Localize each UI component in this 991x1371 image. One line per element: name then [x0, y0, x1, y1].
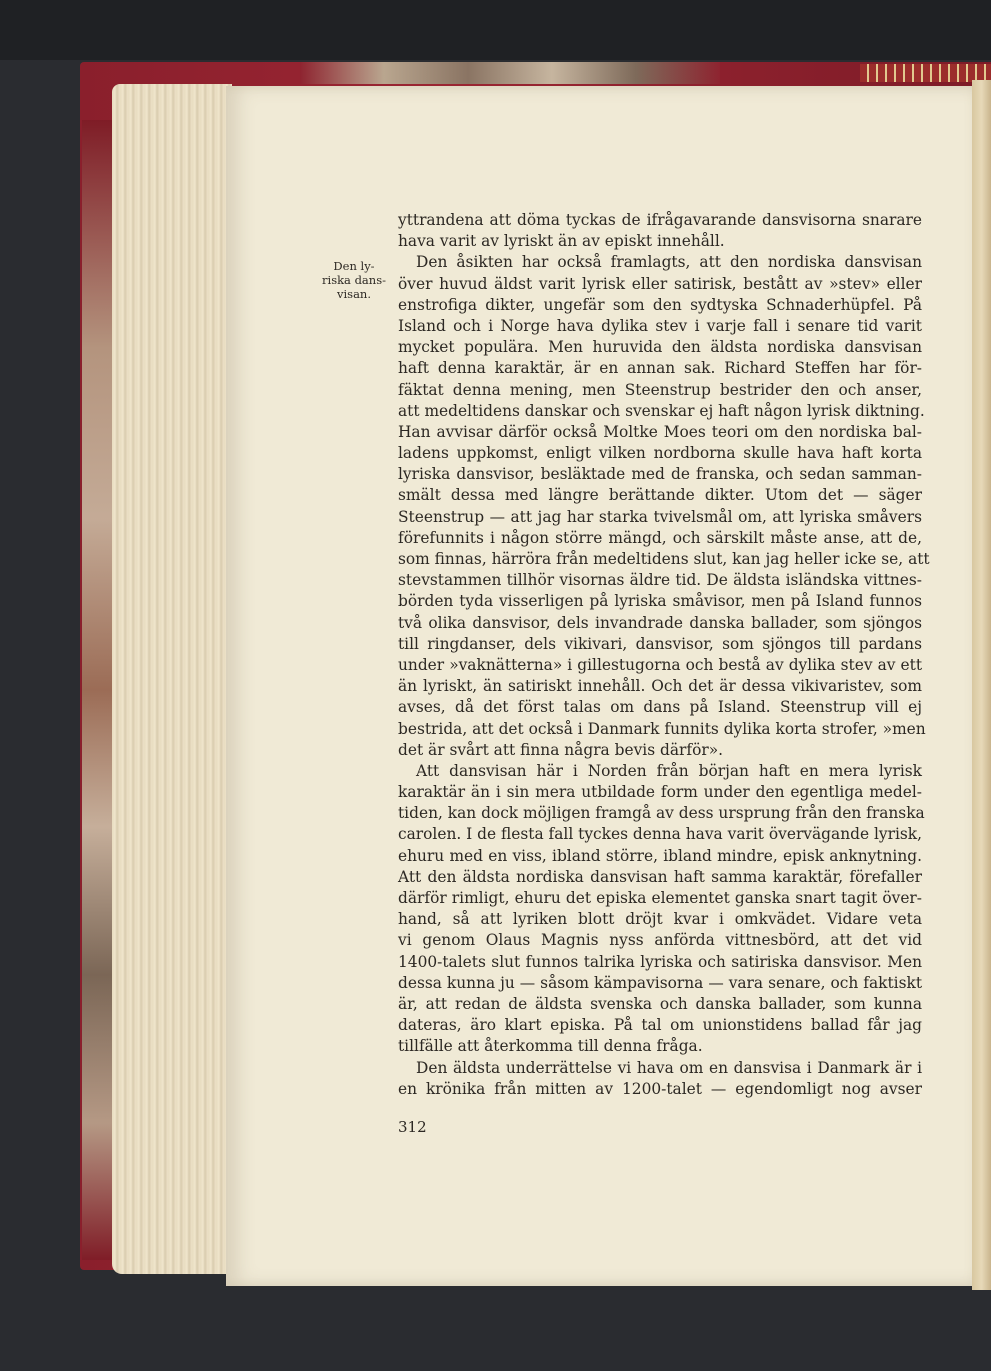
- text-line: hava varit av lyriskt än av episkt innehåll.: [398, 232, 725, 251]
- page-number: 312: [398, 1118, 427, 1136]
- text-line: Island och i Norge hava dylika stev i varje fall i senare tid varit: [398, 316, 922, 335]
- text-line: avses, då det först talas om dans på Island. Steenstrup vill ej: [398, 698, 922, 717]
- page-stack-edge: [112, 84, 232, 1274]
- margin-note: [322, 259, 386, 301]
- text-line: karaktär än i sin mera utbildade form under den egentliga medel-: [398, 783, 922, 802]
- text-line: Att den äldsta nordiska dansvisan haft samma karaktär, förefaller: [398, 867, 922, 886]
- text-line: ladens uppkomst, enligt vilken nordborna skulle hava haft korta: [398, 444, 922, 463]
- margin-note-line: Den ly-: [333, 259, 375, 273]
- text-line: Den åsikten har också framlagts, att den nordiska dansvisan: [416, 253, 922, 272]
- text-line: börden tyda visserligen på lyriska småvisor, men på Island funnos: [398, 592, 922, 611]
- text-line: 1400-talets slut funnos talrika lyriska och satiriska dansvisor. Men: [398, 952, 922, 971]
- text-line: smält dessa med längre berättande dikter. Utom det — säger: [398, 486, 922, 505]
- text-line: lyriska dansvisor, besläktade med de franska, och sedan samman-: [398, 465, 922, 484]
- text-line: Att dansvisan här i Norden från början haft en mera lyrisk: [416, 761, 922, 780]
- text-line: haft denna karaktär, är en annan sak. Richard Steffen har för-: [398, 359, 922, 378]
- text-line: förefunnits i någon större mängd, och särskilt måste anse, att de,: [398, 528, 922, 547]
- margin-note-line: visan.: [337, 287, 371, 301]
- page-right-edge: [972, 80, 991, 1290]
- text-line: två olika dansvisor, dels invandrade danska ballader, som sjöngos: [398, 613, 922, 632]
- text-line: en krönika från mitten av 1200-talet — egendomligt nog avser: [398, 1079, 922, 1098]
- text-line: det är svårt att finna några bevis därför».: [398, 740, 724, 759]
- text-line: under »vaknätterna» i gillestugorna och bestå av dylika stev av ett: [398, 655, 922, 674]
- text-line: Steenstrup — att jag har starka tvivelsmål om, att lyriska småvers: [398, 507, 922, 526]
- text-line: mycket populära. Men huruvida den äldsta nordiska dansvisan: [398, 338, 922, 357]
- body-text: [398, 210, 930, 1100]
- text-line: hand, så att lyriken blott dröjt kvar i omkvädet. Vidare veta: [398, 910, 922, 929]
- text-line: därför rimligt, ehuru det episka elementet ganska snart tagit över-: [398, 889, 922, 907]
- text-line: Den äldsta underrättelse vi hava om en dansvisa i Danmark är i: [416, 1058, 922, 1077]
- text-line: vi genom Olaus Magnis nyss anförda vittnesbörd, att det vid: [398, 931, 922, 950]
- text-line: enstrofiga dikter, ungefär som den sydtyska Schnaderhüpfel. På: [398, 295, 922, 314]
- text-line: fäktat denna mening, men Steenstrup bestrider den och anser,: [398, 380, 922, 399]
- dark-background-top: [0, 0, 991, 60]
- text-line: tillfälle att återkomma till denna fråga.: [398, 1037, 703, 1056]
- text-line: som finnas, härröra från medeltidens slut, kan jag heller icke se, att: [398, 550, 930, 568]
- margin-note-line: riska dans-: [322, 273, 386, 287]
- text-line: ehuru med en viss, ibland större, ibland mindre, episk anknytning.: [398, 846, 922, 865]
- text-line: bestrida, att det också i Danmark funnits dylika korta strofer, »men: [398, 719, 926, 738]
- text-line: yttrandena att döma tyckas de ifrågavarande dansvisorna snarare: [398, 211, 922, 229]
- top-marbled-edge: [300, 62, 720, 84]
- text-line: Han avvisar därför också Moltke Moes teori om den nordiska bal-: [398, 422, 922, 441]
- text-line: stevstammen tillhör visornas äldre tid. De äldsta isländska vittnes-: [398, 571, 922, 590]
- text-line: är, att redan de äldsta svenska och danska ballader, som kunna: [398, 994, 922, 1013]
- text-line: tiden, kan dock möjligen framgå av dess ursprung från den franska: [398, 804, 925, 823]
- text-line: dessa kunna ju — såsom kämpavisorna — vara senare, och faktiskt: [398, 973, 922, 992]
- text-line: att medeltidens danskar och svenskar ej haft någon lyrisk diktning.: [398, 401, 925, 420]
- text-line: än lyriskt, än satiriskt innehåll. Och det är dessa vikivaristev, som: [398, 677, 922, 696]
- text-line: carolen. I de flesta fall tyckes denna hava varit övervägande lyrisk,: [398, 825, 922, 844]
- text-line: över huvud äldst varit lyrisk eller satirisk, bestått av »stev» eller: [398, 274, 922, 293]
- text-line: dateras, äro klart episka. På tal om unionstidens ballad får jag: [398, 1016, 922, 1035]
- text-line: till ringdanser, dels vikivari, dansvisor, som sjöngos till pardans: [398, 634, 922, 653]
